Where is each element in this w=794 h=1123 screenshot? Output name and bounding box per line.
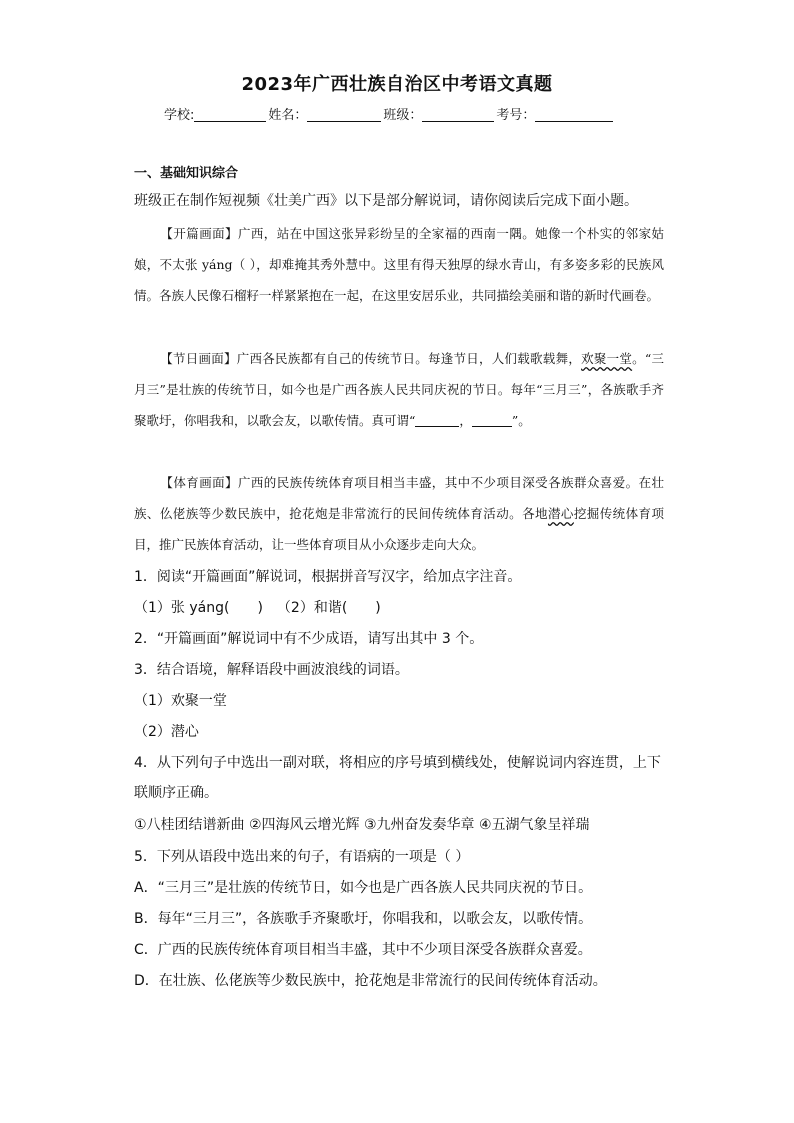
- section-heading: 一、基础知识综合: [134, 166, 239, 181]
- question-5: 5．下列从语段中选出来的句子，有语病的一项是（ ）: [134, 849, 470, 865]
- passage-festival: [134, 343, 664, 436]
- couplet-blank-2[interactable]: [472, 412, 512, 427]
- passage-festival-text-b: 。“三月三”是壮族的传统节日，如今也是广西各族人民共同庆祝的节日。每年“三月三”，各族歌手齐聚歌圩，你唱我和，以歌会友，以歌传情。真可谓“: [134, 351, 664, 428]
- class-blank[interactable]: [422, 107, 494, 122]
- school-blank[interactable]: [194, 107, 266, 122]
- question-1-sub-1: （1）张 yáng( ): [134, 600, 263, 616]
- question-5-option-c[interactable]: C．广西的民族传统体育项目相当丰盛，其中不少项目深受各族群众喜爱。: [134, 942, 592, 958]
- wavy-underline-word: 潜心: [547, 506, 574, 521]
- wavy-underline-phrase: 欢聚一堂: [581, 351, 633, 366]
- school-label: 学校:: [164, 108, 195, 123]
- question-3-sub-2: （2）潜心: [134, 724, 199, 740]
- exam-number-label: 考号：: [496, 108, 536, 123]
- passage-festival-text-d: ”。: [511, 413, 531, 428]
- passage-sports: [134, 467, 664, 560]
- passage-opening-text: 【开篇画面】广西，站在中国这张异彩纷呈的全家福的西南一隅。她像一个朴实的邻家姑娘，不太张 yáng（ ），却难掩其秀外慧中。这里有得天独厚的绿水青山，有多姿多彩的民族风情。各族人民像石榴籽一样紧紧抱在一起，在这里安居乐业，共同描绘美丽和谐的新时代画卷。: [134, 226, 664, 303]
- passage-sports-text-a: 【体育画面】广西的民族传统体育项目相当丰盛，其中不少项目深受各族群众喜爱。在壮族、仫佬族等少数民族中，抢花炮是非常流行的民间传统体育活动。各地: [134, 475, 664, 521]
- question-3-sub-1: （1）欢聚一堂: [134, 693, 227, 709]
- name-label: 姓名：: [268, 108, 308, 123]
- passage-festival-text-c: ，: [459, 413, 472, 428]
- question-4: 4．从下列句子中选出一副对联，将相应的序号填到横线处，使解说词内容连贯，上下联顺序正确。: [134, 755, 661, 801]
- question-1-sub-2: （2）和谐( ): [276, 600, 381, 616]
- passage-opening: [134, 218, 664, 311]
- question-2: 2．“开篇画面”解说词中有不少成语，请写出其中 3 个。: [134, 631, 484, 647]
- passage-festival-text-a: 【节日画面】广西各民族都有自己的传统节日。每逢节日，人们载歌载舞，: [160, 351, 582, 366]
- student-info-line: [164, 104, 664, 123]
- couplet-blank-1[interactable]: [415, 412, 459, 427]
- question-1: 1．阅读“开篇画面”解说词，根据拼音写汉字，给加点字注音。: [134, 569, 522, 585]
- question-4-options: ①八桂团结谱新曲 ②四海风云增光辉 ③九州奋发奏华章 ④五湖气象呈祥瑞: [134, 817, 590, 833]
- question-5-option-a[interactable]: A．“三月三”是壮族的传统节日，如今也是广西各族人民共同庆祝的节日。: [134, 880, 593, 896]
- question-5-option-b[interactable]: B．每年“三月三”，各族歌手齐聚歌圩，你唱我和，以歌会友，以歌传情。: [134, 911, 593, 927]
- class-label: 班级：: [383, 108, 423, 123]
- question-3: 3．结合语境，解释语段中画波浪线的词语。: [134, 662, 409, 678]
- intro-text: 班级正在制作短视频《壮美广西》以下是部分解说词，请你阅读后完成下面小题。: [134, 193, 638, 209]
- page-title: 2023年广西壮族自治区中考语文真题: [241, 74, 553, 95]
- passage-sports-text-b: 挖掘传统体育项目，推广民族体育活动，让一些体育项目从小众逐步走向大众。: [134, 506, 664, 552]
- name-blank[interactable]: [307, 107, 381, 122]
- question-5-option-d[interactable]: D．在壮族、仫佬族等少数民族中，抢花炮是非常流行的民间传统体育活动。: [134, 973, 607, 989]
- exam-number-blank[interactable]: [535, 107, 613, 122]
- question-1-subs: [134, 598, 674, 618]
